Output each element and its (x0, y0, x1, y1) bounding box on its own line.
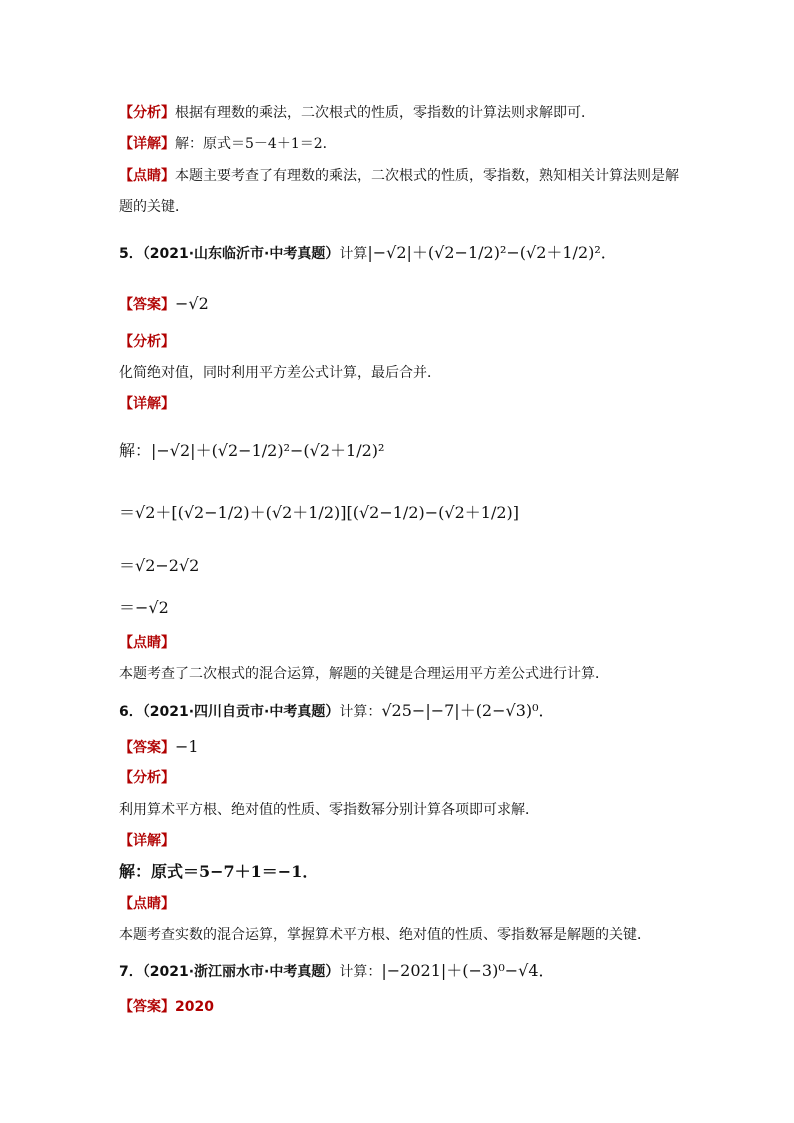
question-6-answer (119, 737, 754, 758)
analysis-tag: 【分析】 (119, 770, 175, 786)
comment-text: 本题主要考查了有理数的乘法，二次根式的性质，零指数，熟知相关计算法则是解 (175, 168, 679, 184)
analysis-text: 根据有理数的乘法，二次根式的性质，零指数的计算法则求解即可． (175, 105, 595, 121)
question-5-step-2 (119, 503, 754, 524)
question-5-analysis-text (119, 363, 754, 383)
question-6-expression: √25−|−7|＋(2−√3)⁰． (381, 701, 555, 720)
solution-step: ＝√2＋[(√2−1/2)＋(√2＋1/2)][(√2−1/2)−(√2＋1/2)] (119, 503, 520, 522)
question-6-source: （2021·四川自贡市·中考真题） (142, 704, 340, 720)
comment-tag: 【点睛】 (119, 635, 175, 651)
question-6-analysis-text (119, 800, 754, 820)
analysis-tag: 【分析】 (119, 105, 175, 121)
question-5-comment-heading (119, 633, 754, 653)
question-7-prompt: 计算： (339, 964, 382, 980)
analysis-text: 利用算术平方根、绝对值的性质、零指数幂分别计算各项即可求解． (119, 802, 539, 818)
question-5-answer (119, 294, 754, 315)
question-6-prompt: 计算： (339, 704, 382, 720)
solution-step: ＝√2−2√2 (119, 556, 200, 575)
question-6-comment-text (119, 925, 754, 945)
question-5-comment-text (119, 664, 754, 684)
detail-text: 解：原式＝5－4＋1＝2． (175, 136, 337, 152)
question-7-answer (119, 997, 754, 1017)
analysis-line (119, 103, 754, 123)
solution-step: 解：|−√2|＋(√2−1/2)²−(√2＋1/2)² (119, 441, 385, 460)
question-5-prompt: 计算 (339, 246, 368, 262)
answer-tag: 【答案】 (119, 740, 175, 756)
answer-tag: 【答案】 (119, 999, 175, 1015)
comment-text-cont: 题的关键． (119, 199, 189, 215)
analysis-text: 化简绝对值，同时利用平方差公式计算，最后合并． (119, 365, 441, 381)
question-5-step-3 (119, 556, 754, 577)
detail-line (119, 134, 754, 154)
answer-value: −√2 (175, 294, 209, 313)
question-7-expression: |−2021|＋(−3)⁰−√4． (381, 961, 555, 980)
comment-tag: 【点睛】 (119, 168, 175, 184)
analysis-tag: 【分析】 (119, 334, 175, 350)
question-6-detail-text (119, 862, 754, 883)
detail-tag: 【详解】 (119, 833, 175, 849)
detail-tag: 【详解】 (119, 396, 175, 412)
question-5 (119, 243, 754, 264)
question-6-number: 6． (119, 704, 143, 720)
answer-value: −1 (175, 737, 199, 756)
comment-line-cont (119, 197, 754, 217)
question-7-number: 7． (119, 964, 143, 980)
question-5-step-4 (119, 598, 754, 619)
question-5-analysis-heading (119, 332, 754, 352)
question-6-detail-heading (119, 831, 754, 851)
question-7 (119, 961, 754, 982)
question-5-step-1 (119, 441, 754, 462)
question-7-source: （2021·浙江丽水市·中考真题） (142, 964, 340, 980)
question-6-comment-heading (119, 894, 754, 914)
answer-tag: 【答案】 (119, 297, 175, 313)
question-5-number: 5． (119, 246, 143, 262)
comment-text: 本题考查实数的混合运算，掌握算术平方根、绝对值的性质、零指数幂是解题的关键． (119, 927, 651, 943)
comment-text: 本题考查了二次根式的混合运算，解题的关键是合理运用平方差公式进行计算． (119, 666, 609, 682)
detail-tag: 【详解】 (119, 136, 175, 152)
comment-line (119, 166, 754, 186)
answer-value: 2020 (175, 999, 214, 1015)
question-6 (119, 701, 754, 722)
question-5-expression: |−√2|＋(√2−1/2)²−(√2＋1/2)²． (367, 243, 617, 262)
comment-tag: 【点睛】 (119, 896, 175, 912)
question-5-detail-heading (119, 394, 754, 414)
question-6-analysis-heading (119, 768, 754, 788)
detail-text: 解：原式＝5−7＋1＝−1． (119, 862, 319, 881)
solution-step: ＝−√2 (119, 598, 169, 617)
question-5-source: （2021·山东临沂市·中考真题） (142, 246, 340, 262)
